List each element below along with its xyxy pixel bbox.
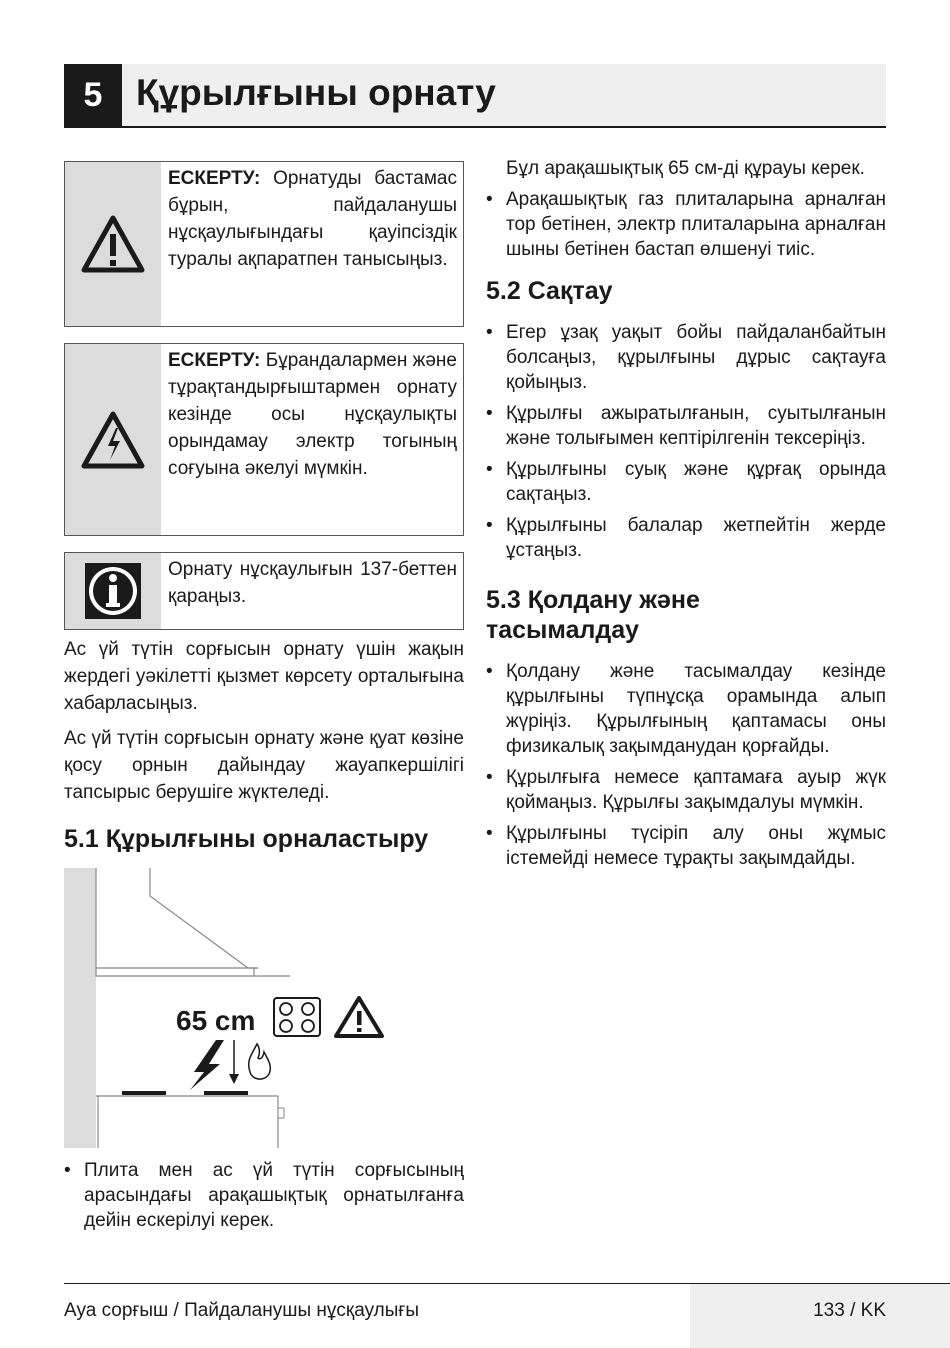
warning-body: Орнатуды бастамас бұрын, пайдаланушы нұсқаулығындағы қауіпсіздік туралы ақпаратпен танысыңыз. [168,168,457,270]
warning-notice-electric [64,343,464,536]
section-title-transport: 5.3 Қолдану және тасымалдау [486,586,700,644]
paragraph-service: Ас үй түтін сорғысын орнату үшін жақын жердегі уәкілетті қызмет көрсету орталығына хабарласыңыз. [64,639,464,714]
info-notice [64,552,464,630]
installation-figure [64,868,464,1148]
list-item: • Егер ұзақ уақыт бойы пайдаланбайтын болсаңыз, құрылғыны дұрыс сақтауға қойыңыз. [486,320,886,395]
right-column [486,156,886,877]
left-column [64,161,464,1239]
warning-triangle-icon [65,162,161,326]
storage-bullets [486,320,886,563]
list-item: • Құрылғы ажыратылғанын, суытылғанын және толығымен кептірілгенін тексеріңіз. [486,401,886,451]
paragraph-responsibility: Ас үй түтін сорғысын орнату және қуат көзіне қосу орнын дайындау жауапкершілігі тапсырыс берушіге жүктеледі. [64,728,464,803]
section-title-placement: 5.1 Құрылғыны орналастыру [64,825,429,853]
list-item: • Арақашықтық газ плиталарына арналған тор бетінен, электр плиталарына арналған шыны бетінен бастап өлшенуі тиіс. [486,187,886,262]
info-text: Орнату нұсқаулығын 137-беттен қараңыз. [168,559,457,607]
info-icon [65,553,161,629]
list-item: • Плита мен ас үй түтін сорғысының арасындағы арақашықтық орнатылғанға дейін ескерілуі керек. [64,1158,464,1233]
flame-icon [249,1044,271,1079]
list-item: • Құрылғыға немесе қаптамаға ауыр жүк қоймаңыз. Құрылғы зақымдалуы мүмкін. [486,765,886,815]
placement-bullets [64,1158,464,1233]
list-item: • Құрылғыны суық және құрғақ орында сақтаңыз. [486,457,886,507]
list-item: • Құрылғыны балалар жетпейтін жерде ұстаңыз. [486,513,886,563]
lightning-icon [190,1040,224,1090]
chapter-number: 5 [64,64,122,126]
page-number: 133 / KK [813,1300,886,1321]
chapter-header [64,64,886,128]
chapter-title: Құрылғыны орнату [136,72,496,113]
warning-text-electric [161,344,463,535]
warning-body: Бұрандалармен және тұрақтандырғыштармен орнату кезінде осы нұсқаулықты орындамау электр тогының соғуына әкелуі мүмкін. [168,350,457,479]
transport-bullets [486,659,886,871]
electric-hazard-icon [65,344,161,535]
hob-icon [274,998,320,1036]
distance-bullets [486,187,886,262]
footer-title: Ауа сорғыш / Пайдаланушы нұсқаулығы [64,1300,419,1321]
warning-label: ЕСКЕРТУ: [168,168,261,189]
list-item: • Құрылғыны түсіріп алу оны жұмыс істемейді немесе тұрақты зақымдайды. [486,821,886,871]
warning-label: ЕСКЕРТУ: [168,350,261,371]
list-item: • Қолдану және тасымалдау кезінде құрылғыны түпнұсқа орамында алып жүріңіз. Құрылғының қаптамасы оны физикалық зақымданудан қорғайды. [486,659,886,759]
warning-notice-general [64,161,464,327]
section-title-storage: 5.2 Сақтау [486,277,613,305]
distance-label: 65 cm [176,1005,256,1036]
warning-text-general [161,162,463,326]
continued-text: Бұл арақашықтық 65 см-ді құрауы керек. [506,158,865,179]
warning-triangle-small-icon [336,998,382,1036]
